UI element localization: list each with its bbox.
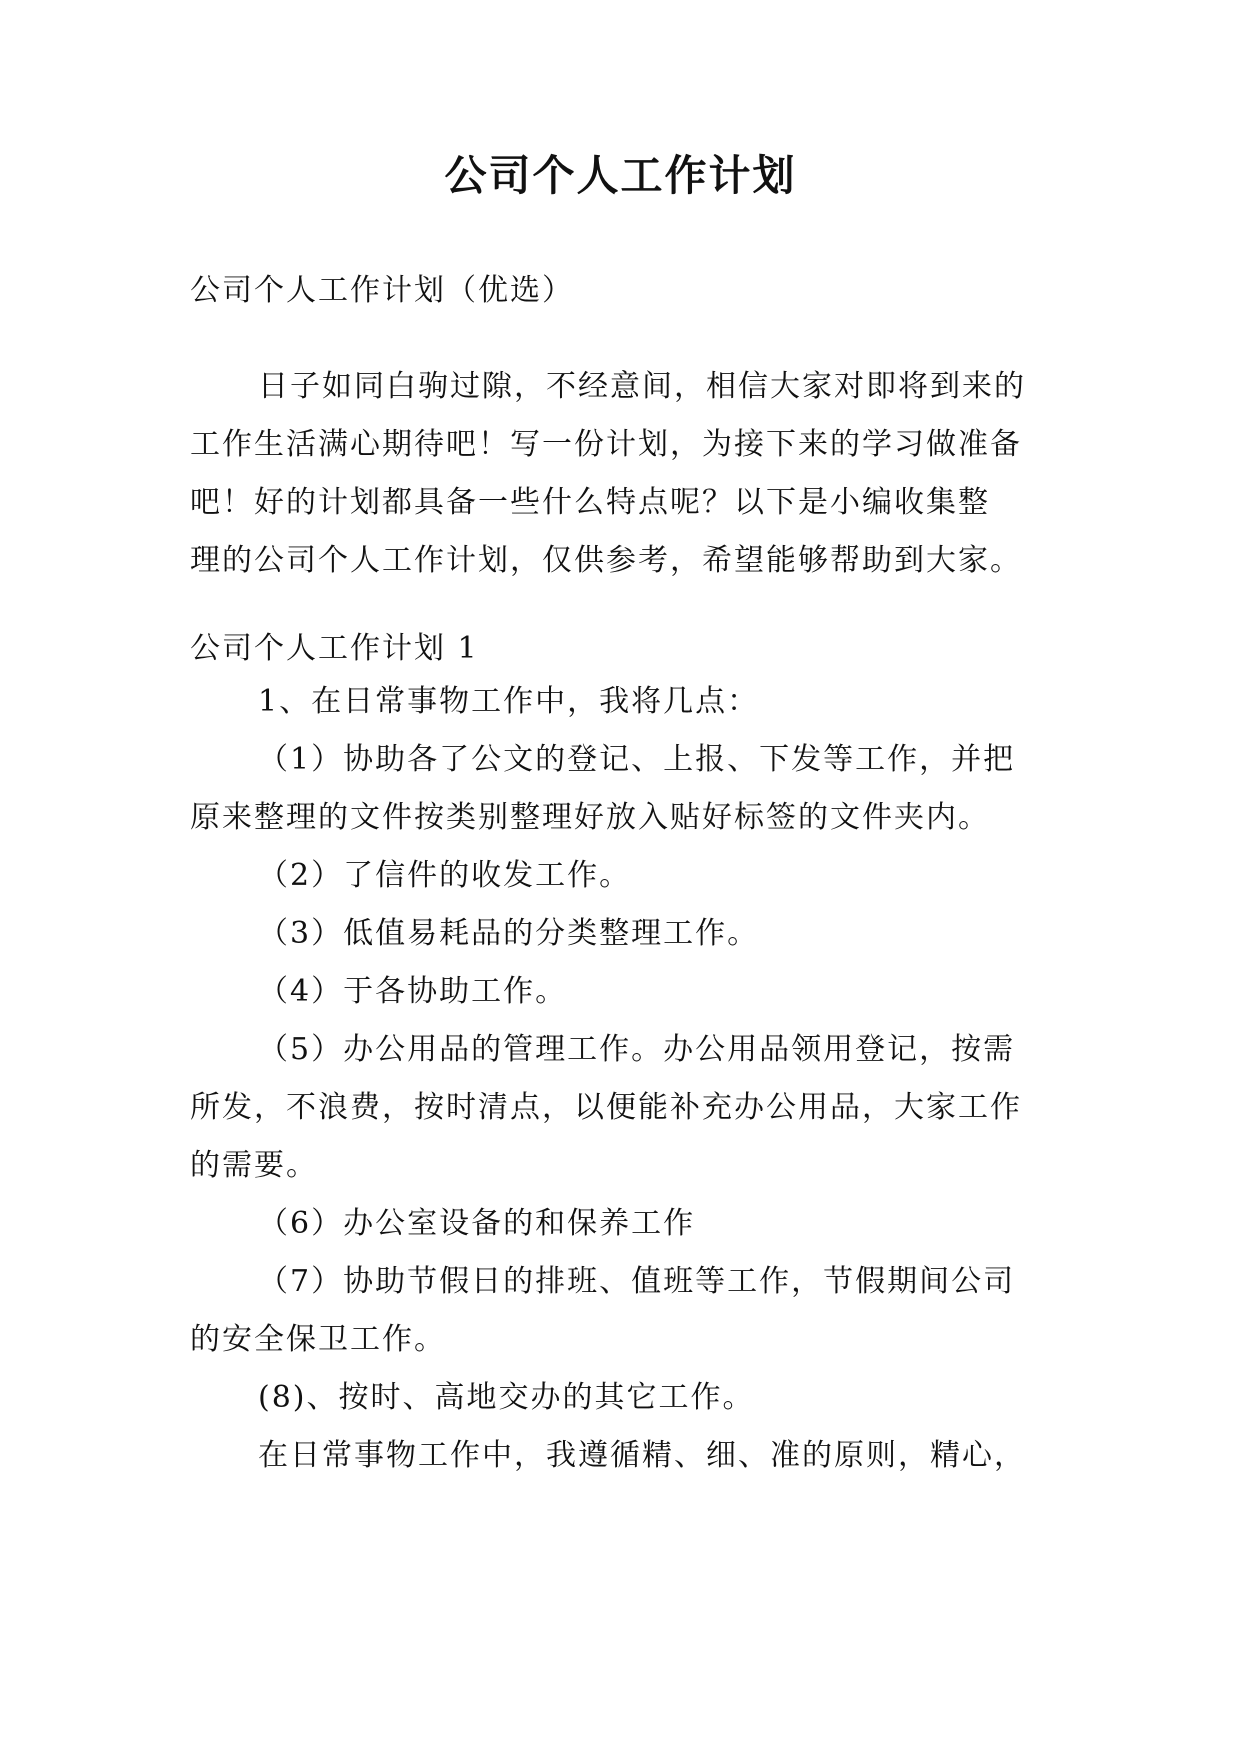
body-line: 1、在日常事物工作中，我将几点： [258, 684, 760, 719]
intro-line: 工作生活满心期待吧！写一份计划，为接下来的学习做准备 [190, 427, 1022, 462]
body-line: （1）协助各了公文的登记、上报、下发等工作，并把 [258, 742, 1016, 777]
body-line: 原来整理的文件按类别整理好放入贴好标签的文件夹内。 [190, 800, 990, 835]
body-line: （7）协助节假日的排班、值班等工作，节假期间公司 [258, 1264, 1016, 1299]
body-line: （2）了信件的收发工作。 [258, 858, 632, 893]
subtitle-block [190, 262, 1060, 320]
intro-line: 日子如同白驹过隙，不经意间，相信大家对即将到来的 [258, 369, 1026, 404]
body-line: （5）办公用品的管理工作。办公用品领用登记，按需 [258, 1032, 1016, 1067]
body-line: 的安全保卫工作。 [190, 1322, 446, 1357]
section-heading-block [190, 620, 1060, 678]
body-line: 所发，不浪费，按时清点，以便能补充办公用品，大家工作 [190, 1090, 1022, 1125]
body-line: 在日常事物工作中，我遵循精、细、准的原则，精心， [258, 1438, 1026, 1473]
body-line: （6）办公室设备的和保养工作 [258, 1206, 696, 1241]
section-heading: 公司个人工作计划 1 [190, 631, 479, 666]
document-title: 公司个人工作计划 [444, 151, 797, 200]
body-paragraphs [190, 673, 1060, 1485]
intro-line: 理的公司个人工作计划，仅供参考，希望能够帮助到大家。 [190, 543, 1022, 578]
body-line: 的需要。 [190, 1148, 318, 1183]
intro-line: 吧！好的计划都具备一些什么特点呢？以下是小编收集整 [190, 485, 990, 520]
body-line: (8)、按时、高地交办的其它工作。 [258, 1380, 755, 1415]
body-line: （3）低值易耗品的分类整理工作。 [258, 916, 760, 951]
intro-paragraph [190, 358, 1060, 590]
body-line: （4）于各协助工作。 [258, 974, 568, 1009]
document-subtitle: 公司个人工作计划（优选） [190, 273, 574, 308]
